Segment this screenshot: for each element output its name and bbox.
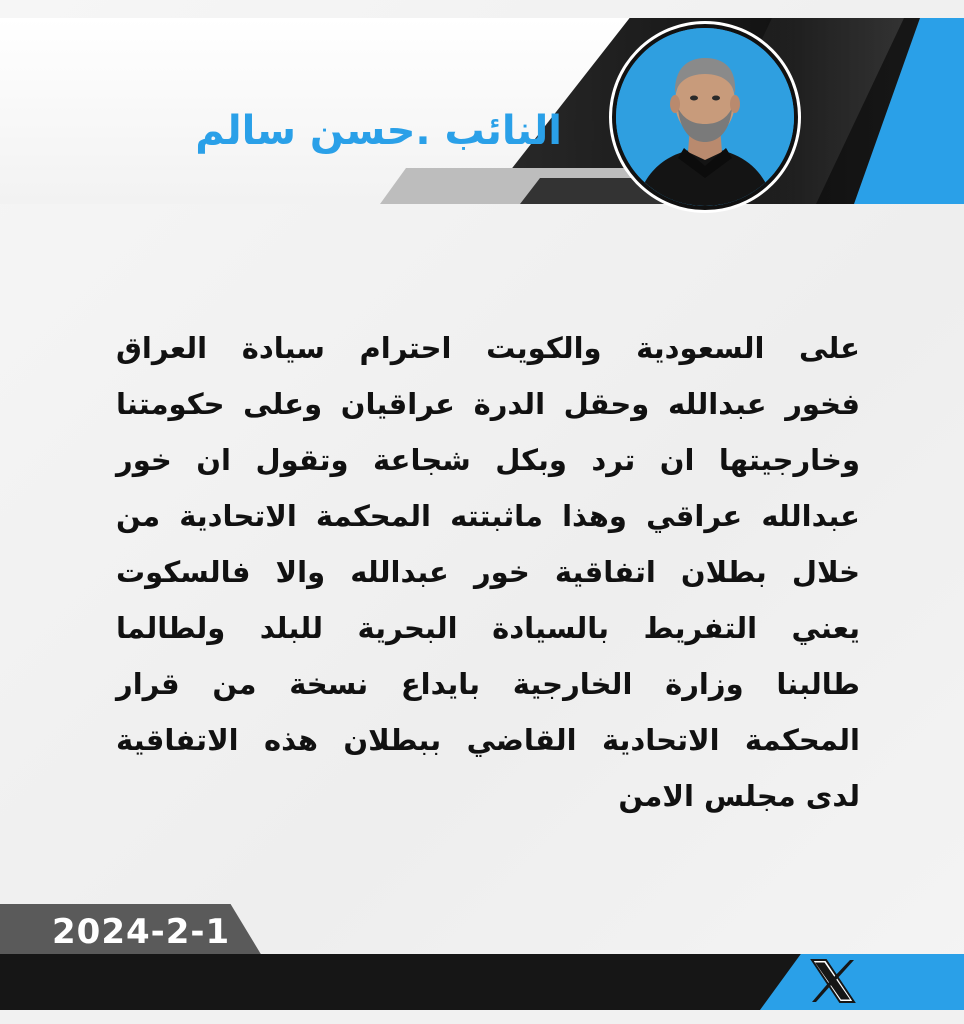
bullet-square-icon [574, 121, 594, 141]
statement-line: المحكمة الاتحادية القاضي ببطلان هذه الاتفاقية [116, 723, 860, 757]
footer-strip [0, 1010, 964, 1024]
statement-line: عبدالله عراقي وهذا ماثبتته المحكمة الاتحادية من [116, 499, 860, 533]
statement-line: طالبنا وزارة الخارجية بايداع نسخة من قرار [116, 667, 860, 701]
statement-line: وخارجيتها ان ترد وبكل شجاعة وتقول ان خور [116, 443, 860, 477]
statement-line: خلال بطلان اتفاقية خور عبدالله والا فالسكوت [116, 555, 860, 589]
name-title: النائب .حسن سالم [195, 108, 562, 154]
statement-line: على السعودية والكويت احترام سيادة العراق [116, 331, 860, 365]
avatar [612, 24, 798, 210]
statement-line: يعني التفريط بالسيادة البحرية للبلد ولطالما [116, 611, 860, 645]
person-portrait-icon [616, 28, 794, 206]
name-heading [195, 108, 594, 154]
statement-line: فخور عبدالله وحقل الدرة عراقيان وعلى حكومتنا [116, 387, 860, 421]
statement-line: لدى مجلس الامن [618, 779, 860, 813]
date-label: 2024-2-1 [52, 912, 231, 952]
statement-body [116, 320, 860, 824]
x-logo-icon [806, 954, 860, 1008]
